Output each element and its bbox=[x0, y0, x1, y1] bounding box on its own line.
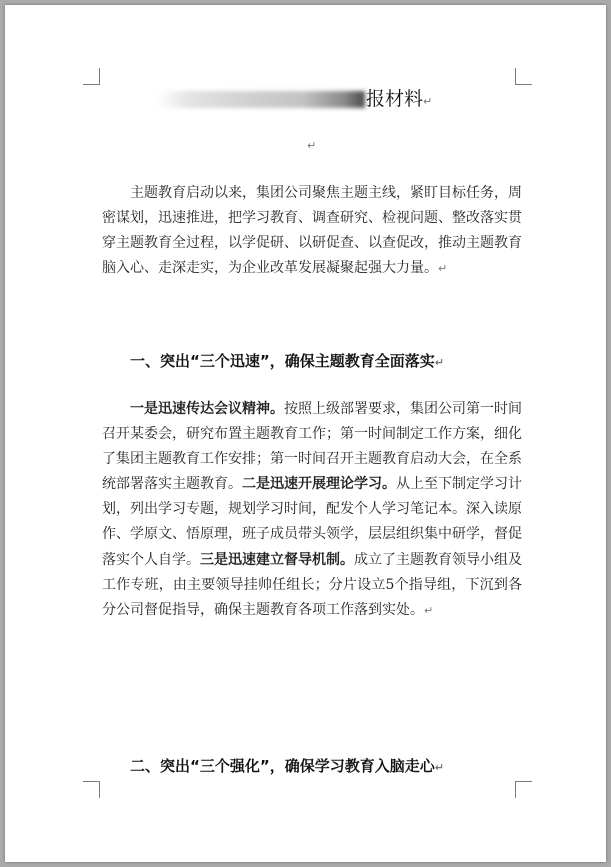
crop-mark-top-right bbox=[515, 68, 532, 85]
section-heading-2[interactable]: 二、突出“三个强化”，确保学习教育入脑走心↵ bbox=[130, 757, 444, 775]
lead-phrase-1: 一是迅速传达会议精神。 bbox=[130, 401, 284, 417]
lead-phrase-2: 二是迅速开展理论学习。 bbox=[242, 476, 396, 493]
crop-mark-bottom-right bbox=[515, 781, 532, 798]
section1-text-3: 成立了主题教育领导小组及工作专班，由主要领导挂帅任组长；分片设立5个指导组，下沉到各分公司督促指导，确保主题教育各项工作落到实处。 bbox=[102, 551, 522, 618]
section1-text-1: 按照上级部署要求，集团公司第一时间召开某委会，研究布置主题教育工作；第一时间制定工作方案，细化了集团主题教育工作安排；第一时间召开主题教育启动大会，在全系统部署落实主题教育。 bbox=[102, 401, 522, 493]
paragraph-mark: ↵ bbox=[434, 356, 444, 369]
section1-paragraph[interactable] bbox=[102, 397, 522, 623]
empty-paragraph-mark: ↵ bbox=[307, 139, 317, 152]
paragraph-mark: ↵ bbox=[424, 603, 434, 617]
lead-phrase-3: 三是迅速建立督导机制。 bbox=[200, 551, 354, 568]
intro-paragraph[interactable]: 主题教育启动以来，集团公司聚焦主题主线，紧盯目标任务，周密谋划，迅速推进，把学习教育、调查研究、检视问题、整改落实贯穿主题教育全过程，以学促研、以研促查、以查促改，推动主题教育脑入心、走深走实，为企业改革发展凝聚起强大力量。↵ bbox=[102, 185, 522, 277]
paragraph-mark: ↵ bbox=[438, 262, 448, 276]
section1-text-2: 从上至下制定学习计划，列出学习专题，规划学习时间，配发个人学习笔记本。深入读原作、学原文、悟原理，班子成员带头领学，层层组织集中研学，督促落实个人自学。 bbox=[102, 476, 522, 568]
document-page bbox=[5, 5, 606, 862]
crop-mark-bottom-left bbox=[83, 781, 100, 798]
paragraph-mark: ↵ bbox=[423, 95, 433, 108]
section-heading-1[interactable]: 一、突出“三个迅速”，确保主题教育全面落实↵ bbox=[130, 352, 444, 370]
paragraph-mark: ↵ bbox=[434, 761, 444, 774]
redacted-title-part bbox=[157, 91, 365, 108]
document-title[interactable] bbox=[5, 87, 606, 113]
title-text: 报材料↵ bbox=[366, 88, 433, 110]
crop-mark-top-left bbox=[83, 68, 100, 85]
